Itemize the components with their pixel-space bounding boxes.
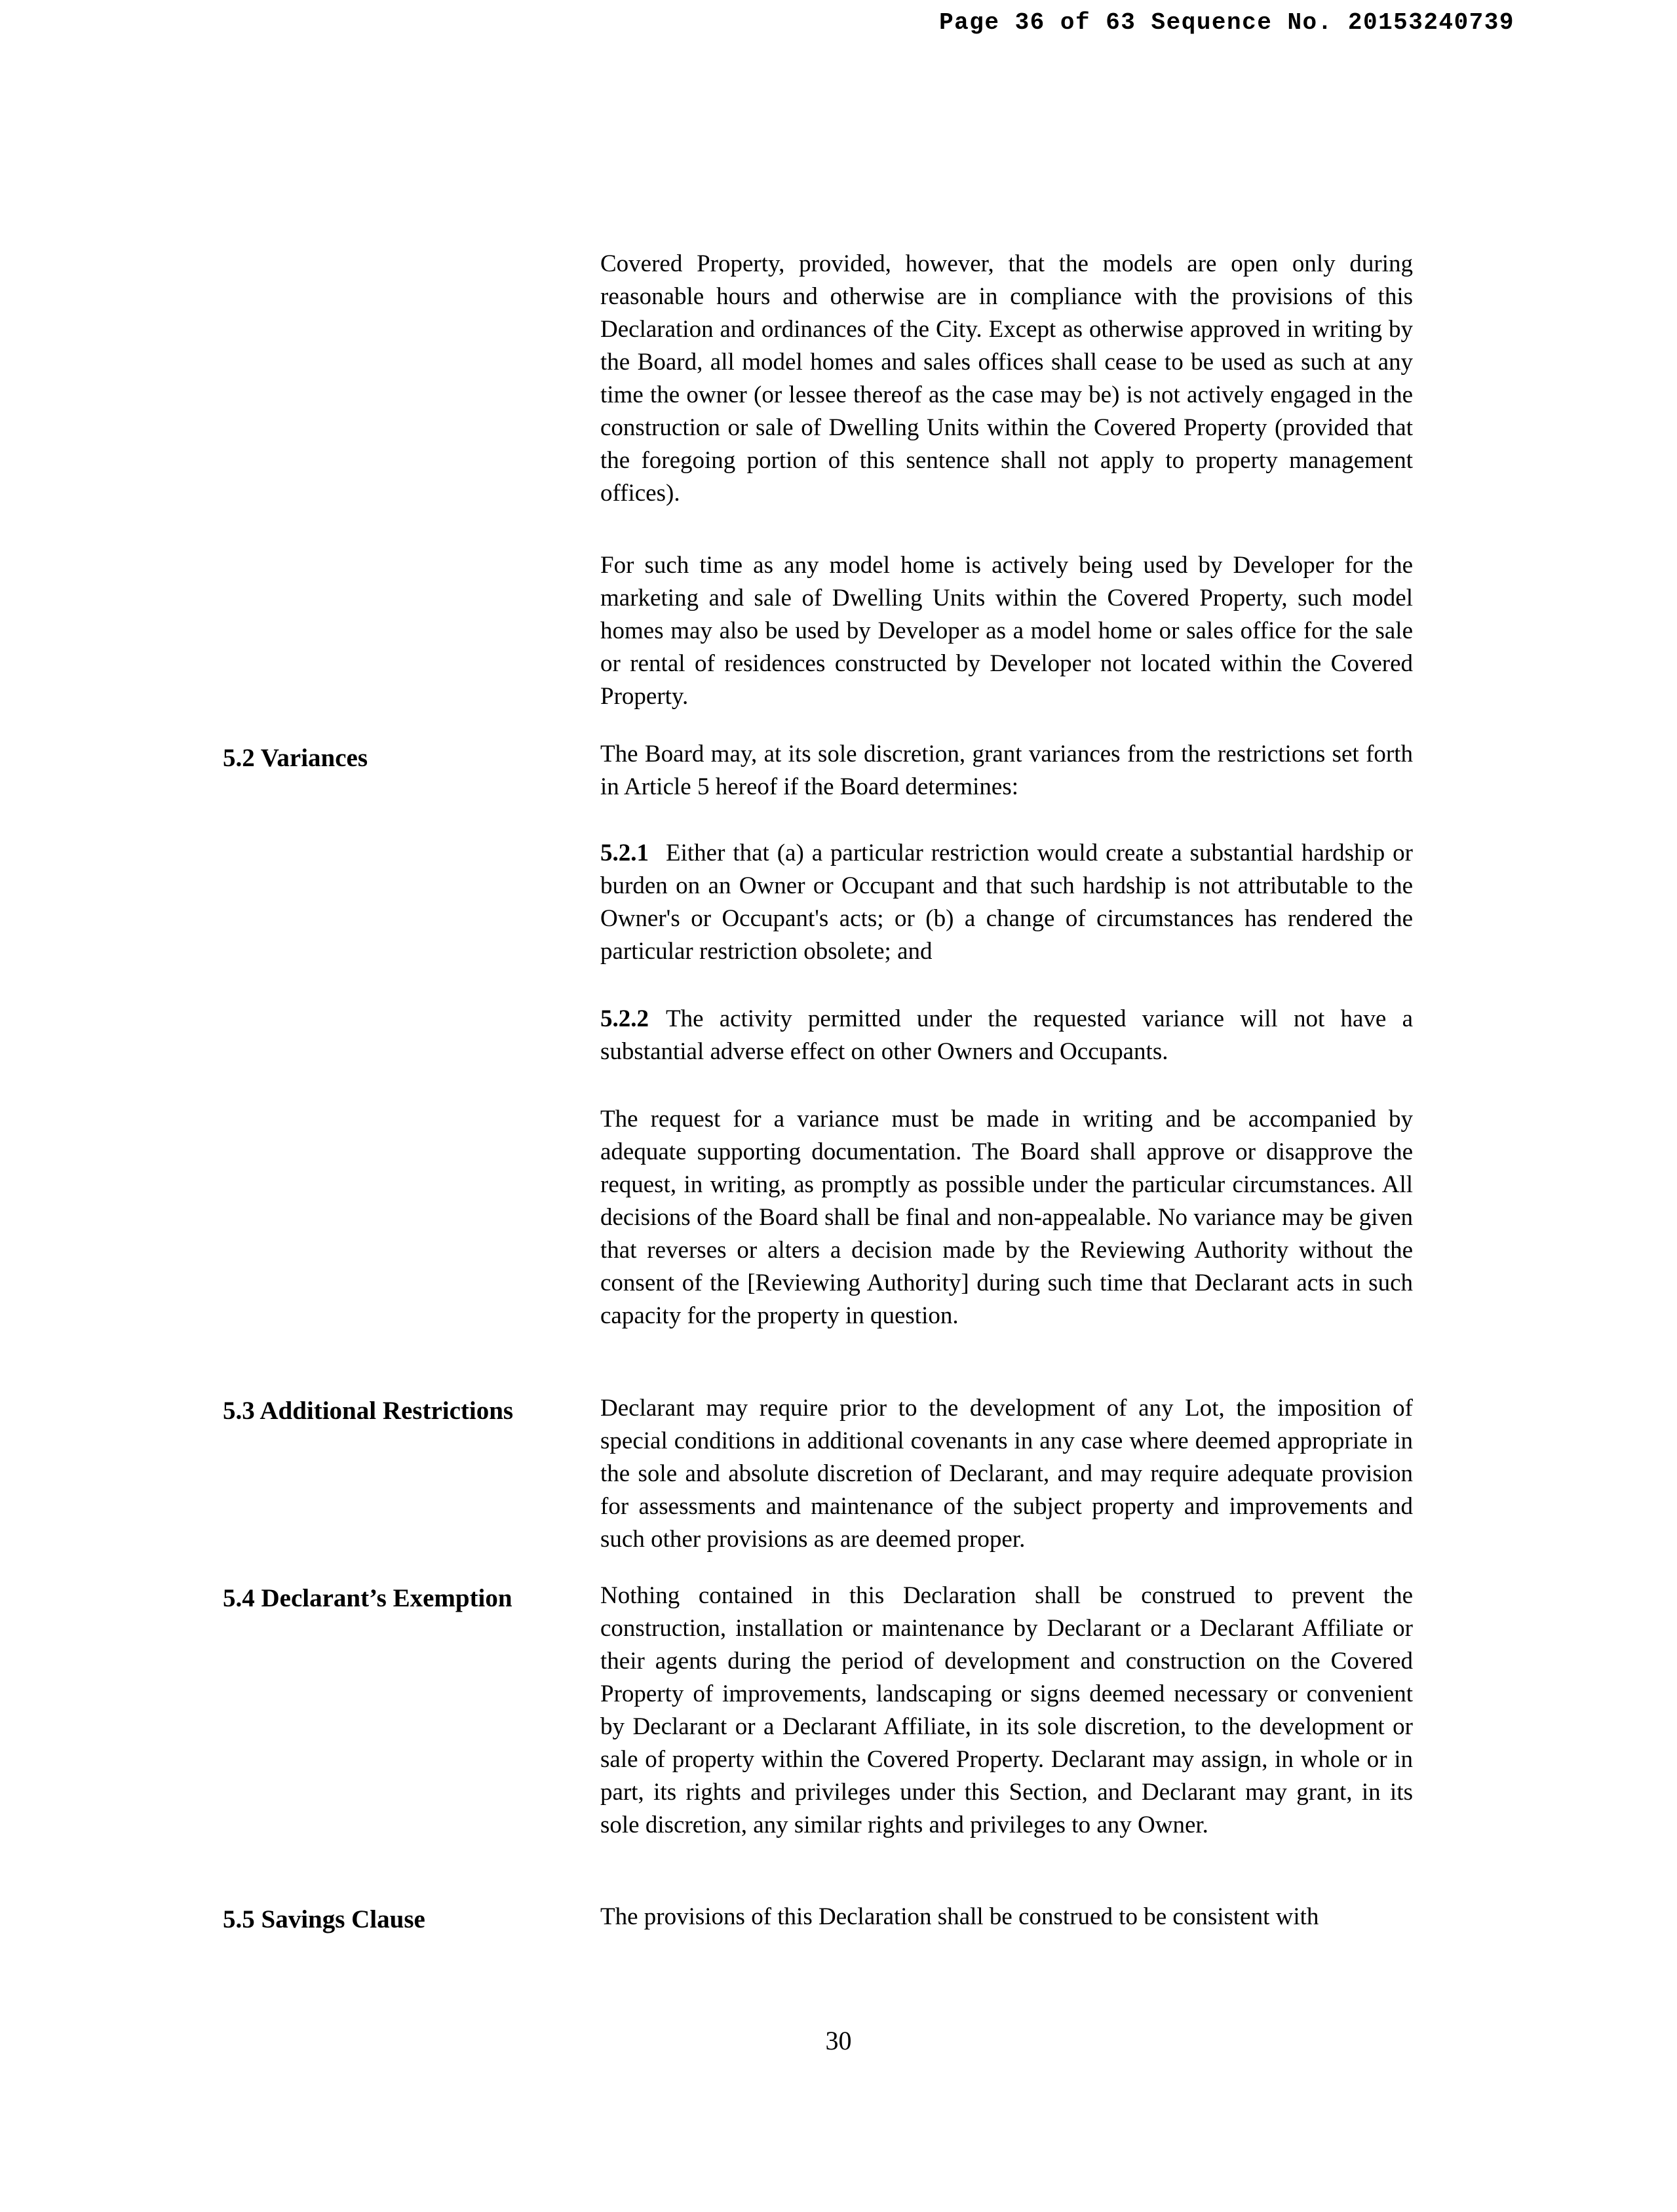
section-5-3-text: Declarant may require prior to the development of any Lot, the imposition of special conditions in additional covenants in any case where deemed appropriate in the sole and absolute discretion of Declarant, and may require adequate provision for assessments and maintenance of the subject property and improvements and such other provisions as are deemed proper.: [600, 1395, 1413, 1553]
subsection-5-2-1: [600, 837, 1413, 968]
section-5-2-intro: The Board may, at its sole discretion, grant variances from the restrictions set forth in Article 5 hereof if the Board determines:: [600, 741, 1413, 800]
continuation-paragraph-1: Covered Property, provided, however, that the models are open only during reasonable hours and otherwise are in compliance with the provisions of this Declaration and ordinances of the City. Except as otherwise approved in writing by the Board, all model homes and sales offices shall cease to be used as such at any time the owner (or lessee thereof as the case may be) is not actively engaged in the construction or sale of Dwelling Units within the Covered Property (provided that the foregoing portion of this sentence shall not apply to property management offices).: [600, 250, 1413, 507]
section-5-4-heading: 5.4 Declarant’s Exemption: [223, 1584, 512, 1612]
page-number: 30: [825, 2026, 852, 2055]
subsection-text: The activity permitted under the requested variance will not have a substantial adverse effect on other Owners and Occupants.: [600, 1005, 1413, 1065]
continuation-paragraph-2: For such time as any model home is actively being used by Developer for the marketing and sale of Dwelling Units within the Covered Property, such model homes may also be used by Developer as a model home or sales office for the sale or rental of residences constructed by Developer not located within the Covered Property.: [600, 552, 1413, 710]
section-5-3-heading: 5.3 Additional Restrictions: [223, 1397, 514, 1425]
subsection-text: Either that (a) a particular restriction would create a substantial hardship or burden on an Owner or Occupant and that such hardship is not attributable to the Owner's or Occupant's acts; or (b) a change of circumstances has rendered the particular restriction obsolete; and: [600, 840, 1413, 965]
section-5-2-heading: 5.2 Variances: [223, 744, 368, 772]
subsection-number: 5.2.1: [600, 840, 649, 866]
section-5-5-heading: 5.5 Savings Clause: [223, 1905, 425, 1933]
section-5-5-text: The provisions of this Declaration shall be construed to be consistent with: [600, 1903, 1319, 1930]
subsection-5-2-2: [600, 1003, 1413, 1068]
page-sequence-header: Page 36 of 63 Sequence No. 20153240739: [939, 9, 1514, 36]
subsection-number: 5.2.2: [600, 1005, 649, 1032]
section-5-4-text: Nothing contained in this Declaration shall be construed to prevent the construction, installation or maintenance by Declarant or a Declarant Affiliate or their agents during the period of development and construction on the Covered Property of improvements, landscaping or signs deemed necessary or convenient by Declarant or a Declarant Affiliate, in its sole discretion, to the development or sale of property within the Covered Property. Declarant may assign, in whole or in part, its rights and privileges under this Section, and Declarant may grant, in its sole discretion, any similar rights and privileges to any Owner.: [600, 1582, 1413, 1838]
section-5-2-closing: The request for a variance must be made in writing and be accompanied by adequate supporting documentation. The Board shall approve or disapprove the request, in writing, as promptly as possible under the particular circumstances. All decisions of the Board shall be final and non-appealable. No variance may be given that reverses or alters a decision made by the Reviewing Authority without the consent of the [Reviewing Authority] during such time that Declarant acts in such capacity for the property in question.: [600, 1106, 1413, 1329]
